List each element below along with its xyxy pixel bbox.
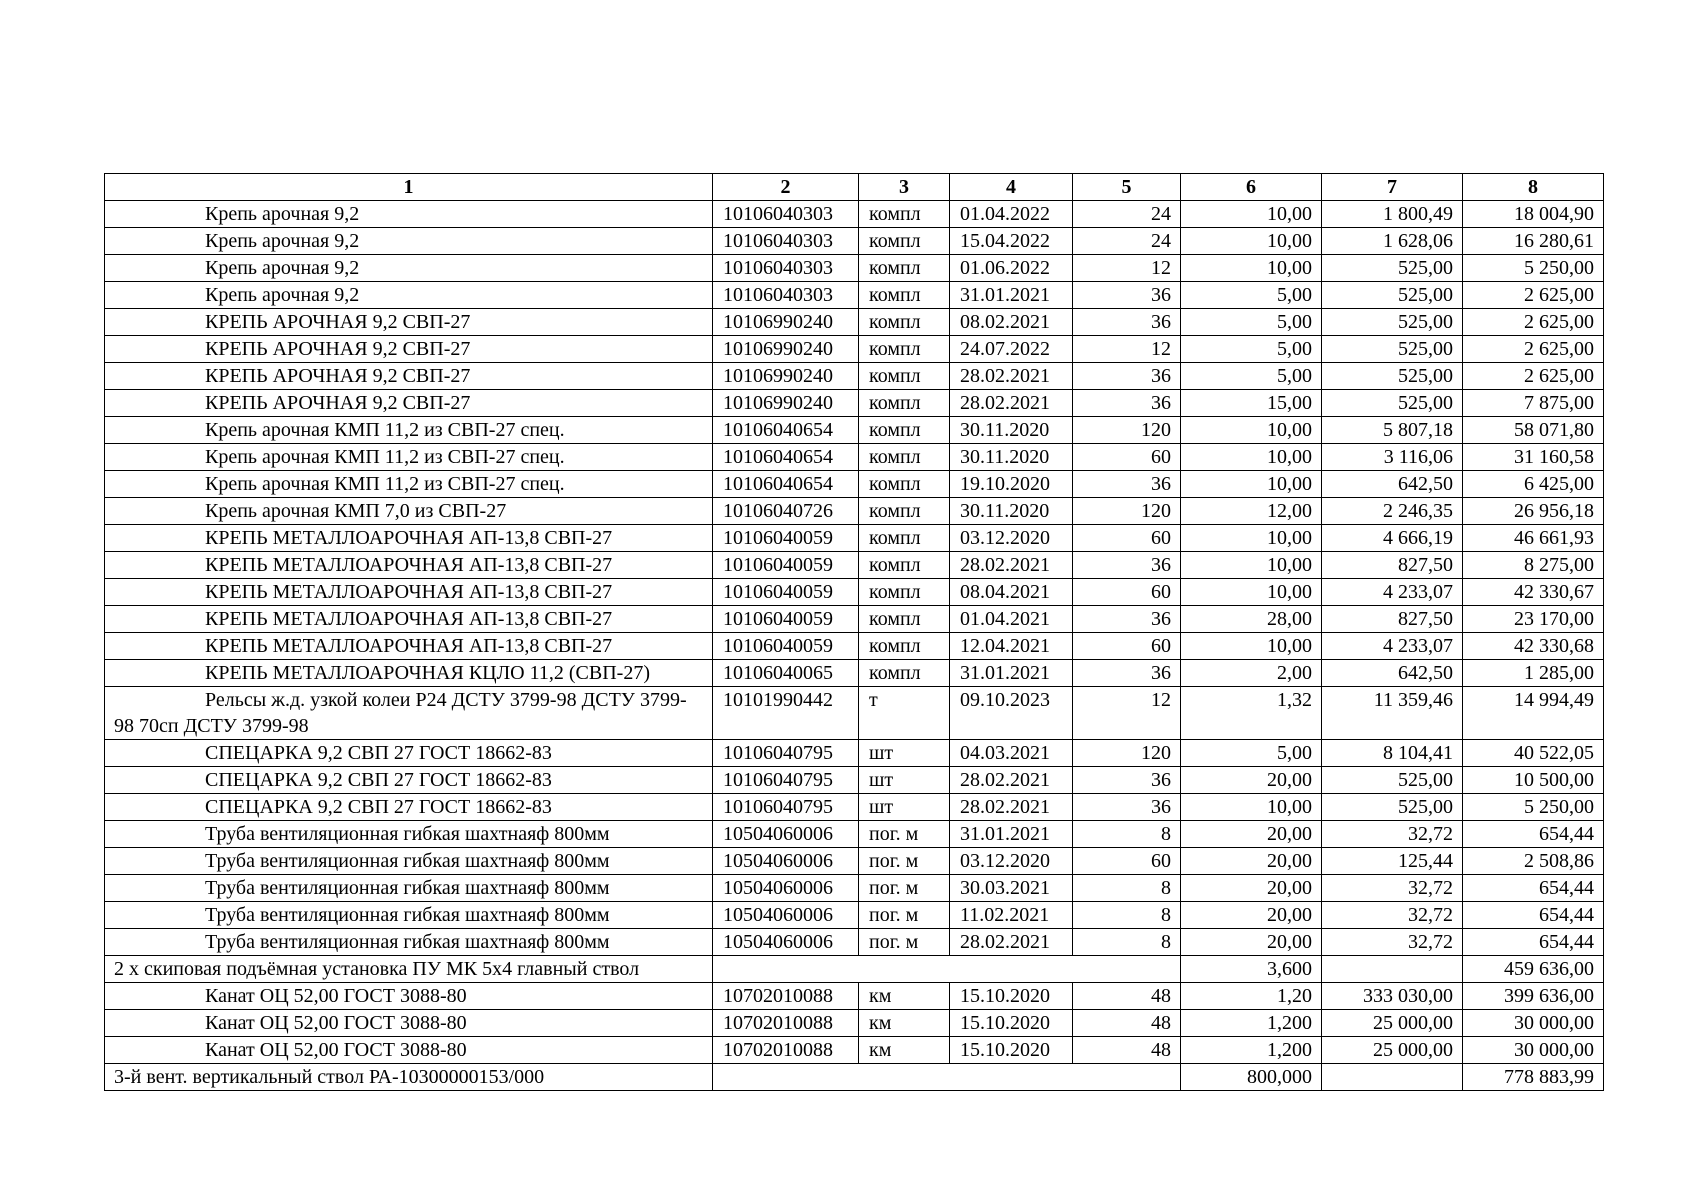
unit-cell: компл	[859, 498, 950, 525]
item-name-cell: КРЕПЬ МЕТАЛЛОАРОЧНАЯ КЦЛО 11,2 (СВП-27)	[105, 660, 713, 687]
item-code-cell: 10106040059	[713, 633, 859, 660]
item-name-cell: СПЕЦАРКА 9,2 СВП 27 ГОСТ 18662-83	[105, 767, 713, 794]
unit-cell: компл	[859, 201, 950, 228]
unit-cell: пог. м	[859, 902, 950, 929]
price-cell: 525,00	[1322, 794, 1463, 821]
item-name-cell: КРЕПЬ МЕТАЛЛОАРОЧНАЯ АП-13,8 СВП-27	[105, 525, 713, 552]
term-cell: 36	[1073, 767, 1181, 794]
item-name-cell: Канат ОЦ 52,00 ГОСТ 3088-80	[105, 983, 713, 1010]
item-code-cell: 10106040059	[713, 525, 859, 552]
item-name-cell: КРЕПЬ МЕТАЛЛОАРОЧНАЯ АП-13,8 СВП-27	[105, 606, 713, 633]
item-code-cell: 10106990240	[713, 309, 859, 336]
item-name-cell: Канат ОЦ 52,00 ГОСТ 3088-80	[105, 1010, 713, 1037]
item-code-cell: 10504060006	[713, 848, 859, 875]
term-cell: 48	[1073, 1037, 1181, 1064]
amount-cell: 10 500,00	[1463, 767, 1604, 794]
amount-cell: 26 956,18	[1463, 498, 1604, 525]
term-cell: 24	[1073, 228, 1181, 255]
column-header-8: 8	[1463, 174, 1604, 201]
date-cell: 30.11.2020	[950, 444, 1073, 471]
quantity-cell: 10,00	[1181, 633, 1322, 660]
item-code-cell: 10106040303	[713, 255, 859, 282]
item-code-cell: 10702010088	[713, 1037, 859, 1064]
amount-cell: 2 625,00	[1463, 336, 1604, 363]
item-name-cell: Труба вентиляционная гибкая шахтнаяф 800мм	[105, 821, 713, 848]
amount-cell: 8 275,00	[1463, 552, 1604, 579]
table-row	[105, 875, 1604, 902]
item-name-cell: КРЕПЬ АРОЧНАЯ 9,2 СВП-27	[105, 336, 713, 363]
item-name-cell: Труба вентиляционная гибкая шахтнаяф 800мм	[105, 848, 713, 875]
table-row	[105, 1010, 1604, 1037]
unit-cell: км	[859, 983, 950, 1010]
quantity-cell: 10,00	[1181, 794, 1322, 821]
quantity-cell: 10,00	[1181, 255, 1322, 282]
price-cell: 525,00	[1322, 309, 1463, 336]
term-cell: 12	[1073, 336, 1181, 363]
unit-cell: компл	[859, 336, 950, 363]
item-name-cell: Крепь арочная КМП 7,0 из СВП-27	[105, 498, 713, 525]
amount-cell: 1 285,00	[1463, 660, 1604, 687]
date-cell: 12.04.2021	[950, 633, 1073, 660]
price-cell: 525,00	[1322, 282, 1463, 309]
date-cell: 15.10.2020	[950, 983, 1073, 1010]
item-code-cell: 10702010088	[713, 1010, 859, 1037]
column-header-6: 6	[1181, 174, 1322, 201]
quantity-cell: 1,200	[1181, 1037, 1322, 1064]
amount-cell: 2 625,00	[1463, 309, 1604, 336]
quantity-cell: 20,00	[1181, 875, 1322, 902]
unit-cell: компл	[859, 633, 950, 660]
price-cell: 525,00	[1322, 336, 1463, 363]
item-name-cell: Крепь арочная КМП 11,2 из СВП-27 спец.	[105, 444, 713, 471]
item-name-cell: Крепь арочная КМП 11,2 из СВП-27 спец.	[105, 417, 713, 444]
item-name-cell: СПЕЦАРКА 9,2 СВП 27 ГОСТ 18662-83	[105, 740, 713, 767]
price-cell: 1 800,49	[1322, 201, 1463, 228]
column-header-7: 7	[1322, 174, 1463, 201]
date-cell: 11.02.2021	[950, 902, 1073, 929]
term-cell: 36	[1073, 363, 1181, 390]
column-header-2: 2	[713, 174, 859, 201]
quantity-cell: 5,00	[1181, 282, 1322, 309]
table-row	[105, 848, 1604, 875]
unit-cell: компл	[859, 579, 950, 606]
price-cell: 25 000,00	[1322, 1037, 1463, 1064]
quantity-cell: 10,00	[1181, 552, 1322, 579]
term-cell: 36	[1073, 606, 1181, 633]
term-cell: 12	[1073, 687, 1181, 740]
table-row	[105, 606, 1604, 633]
amount-cell: 654,44	[1463, 929, 1604, 956]
term-cell: 120	[1073, 498, 1181, 525]
column-header-4: 4	[950, 174, 1073, 201]
unit-cell: км	[859, 1037, 950, 1064]
term-cell: 36	[1073, 282, 1181, 309]
price-cell: 25 000,00	[1322, 1010, 1463, 1037]
term-cell: 24	[1073, 201, 1181, 228]
date-cell: 30.11.2020	[950, 498, 1073, 525]
quantity-cell: 1,200	[1181, 1010, 1322, 1037]
amount-cell: 42 330,67	[1463, 579, 1604, 606]
item-code-cell: 10106990240	[713, 336, 859, 363]
item-name-cell: Крепь арочная 9,2	[105, 255, 713, 282]
term-cell: 8	[1073, 821, 1181, 848]
term-cell: 120	[1073, 417, 1181, 444]
term-cell: 48	[1073, 1010, 1181, 1037]
table-row	[105, 309, 1604, 336]
item-name-cell: КРЕПЬ АРОЧНАЯ 9,2 СВП-27	[105, 309, 713, 336]
unit-cell: компл	[859, 363, 950, 390]
unit-cell: пог. м	[859, 875, 950, 902]
item-code-cell: 10101990442	[713, 687, 859, 740]
quantity-cell: 15,00	[1181, 390, 1322, 417]
date-cell: 01.06.2022	[950, 255, 1073, 282]
item-code-cell: 10106040303	[713, 201, 859, 228]
quantity-cell: 20,00	[1181, 929, 1322, 956]
amount-cell: 14 994,49	[1463, 687, 1604, 740]
table-row	[105, 255, 1604, 282]
amount-cell: 30 000,00	[1463, 1037, 1604, 1064]
item-name-cell: Труба вентиляционная гибкая шахтнаяф 800мм	[105, 875, 713, 902]
date-cell: 24.07.2022	[950, 336, 1073, 363]
term-cell: 36	[1073, 794, 1181, 821]
item-code-cell: 10702010088	[713, 983, 859, 1010]
quantity-cell: 1,32	[1181, 687, 1322, 740]
unit-cell: пог. м	[859, 929, 950, 956]
term-cell: 60	[1073, 579, 1181, 606]
date-cell: 08.04.2021	[950, 579, 1073, 606]
item-code-cell: 10106990240	[713, 363, 859, 390]
date-cell: 01.04.2021	[950, 606, 1073, 633]
date-cell: 31.01.2021	[950, 660, 1073, 687]
term-cell: 60	[1073, 633, 1181, 660]
table-row	[105, 471, 1604, 498]
group-name-cell: 3-й вент. вертикальный ствол РА-10300000153/000	[105, 1064, 713, 1091]
quantity-cell: 800,000	[1181, 1064, 1322, 1091]
price-cell: 642,50	[1322, 471, 1463, 498]
unit-cell: компл	[859, 417, 950, 444]
amount-cell: 2 625,00	[1463, 282, 1604, 309]
term-cell: 36	[1073, 390, 1181, 417]
price-cell: 827,50	[1322, 606, 1463, 633]
price-cell: 11 359,46	[1322, 687, 1463, 740]
item-name-cell: Крепь арочная 9,2	[105, 282, 713, 309]
date-cell: 31.01.2021	[950, 282, 1073, 309]
table-header	[105, 174, 1604, 201]
date-cell: 15.04.2022	[950, 228, 1073, 255]
unit-cell: компл	[859, 309, 950, 336]
unit-cell: т	[859, 687, 950, 740]
unit-cell: км	[859, 1010, 950, 1037]
amount-cell: 40 522,05	[1463, 740, 1604, 767]
item-code-cell: 10106040654	[713, 471, 859, 498]
date-cell: 28.02.2021	[950, 929, 1073, 956]
unit-cell: компл	[859, 525, 950, 552]
item-code-cell: 10106040795	[713, 740, 859, 767]
table-row	[105, 929, 1604, 956]
table-row	[105, 1037, 1604, 1064]
empty-cell	[713, 956, 1181, 983]
item-code-cell: 10106040726	[713, 498, 859, 525]
quantity-cell: 10,00	[1181, 444, 1322, 471]
item-code-cell: 10106040059	[713, 606, 859, 633]
quantity-cell: 1,20	[1181, 983, 1322, 1010]
table-row	[105, 902, 1604, 929]
table-row	[105, 660, 1604, 687]
item-name-cell: Крепь арочная КМП 11,2 из СВП-27 спец.	[105, 471, 713, 498]
quantity-cell: 3,600	[1181, 956, 1322, 983]
inventory-table	[104, 173, 1604, 1091]
date-cell: 28.02.2021	[950, 363, 1073, 390]
quantity-cell: 10,00	[1181, 417, 1322, 444]
item-code-cell: 10106990240	[713, 390, 859, 417]
amount-cell: 31 160,58	[1463, 444, 1604, 471]
table-row	[105, 498, 1604, 525]
column-header-3: 3	[859, 174, 950, 201]
quantity-cell: 20,00	[1181, 902, 1322, 929]
amount-cell: 58 071,80	[1463, 417, 1604, 444]
group-row	[105, 956, 1604, 983]
table-row	[105, 794, 1604, 821]
item-name-cell: Крепь арочная 9,2	[105, 228, 713, 255]
amount-cell: 778 883,99	[1463, 1064, 1604, 1091]
term-cell: 12	[1073, 255, 1181, 282]
price-cell: 32,72	[1322, 929, 1463, 956]
item-code-cell: 10106040059	[713, 579, 859, 606]
price-cell: 4 666,19	[1322, 525, 1463, 552]
quantity-cell: 10,00	[1181, 228, 1322, 255]
quantity-cell: 5,00	[1181, 740, 1322, 767]
item-name-cell: Труба вентиляционная гибкая шахтнаяф 800мм	[105, 929, 713, 956]
table-row	[105, 552, 1604, 579]
quantity-cell: 2,00	[1181, 660, 1322, 687]
amount-cell: 5 250,00	[1463, 255, 1604, 282]
table-row	[105, 740, 1604, 767]
unit-cell: компл	[859, 444, 950, 471]
price-cell	[1322, 1064, 1463, 1091]
amount-cell: 6 425,00	[1463, 471, 1604, 498]
date-cell: 31.01.2021	[950, 821, 1073, 848]
unit-cell: шт	[859, 767, 950, 794]
table-row	[105, 767, 1604, 794]
price-cell: 3 116,06	[1322, 444, 1463, 471]
price-cell: 32,72	[1322, 902, 1463, 929]
date-cell: 04.03.2021	[950, 740, 1073, 767]
amount-cell: 654,44	[1463, 902, 1604, 929]
amount-cell: 18 004,90	[1463, 201, 1604, 228]
unit-cell: компл	[859, 471, 950, 498]
item-name-cell: Крепь арочная 9,2	[105, 201, 713, 228]
date-cell: 15.10.2020	[950, 1037, 1073, 1064]
amount-cell: 7 875,00	[1463, 390, 1604, 417]
item-code-cell: 10106040654	[713, 444, 859, 471]
price-cell	[1322, 956, 1463, 983]
quantity-cell: 20,00	[1181, 767, 1322, 794]
price-cell: 8 104,41	[1322, 740, 1463, 767]
term-cell: 8	[1073, 875, 1181, 902]
amount-cell: 654,44	[1463, 821, 1604, 848]
item-code-cell: 10106040303	[713, 282, 859, 309]
column-header-1: 1	[105, 174, 713, 201]
term-cell: 48	[1073, 983, 1181, 1010]
term-cell: 36	[1073, 471, 1181, 498]
table-row	[105, 579, 1604, 606]
term-cell: 60	[1073, 444, 1181, 471]
date-cell: 19.10.2020	[950, 471, 1073, 498]
item-name-cell: Канат ОЦ 52,00 ГОСТ 3088-80	[105, 1037, 713, 1064]
price-cell: 525,00	[1322, 390, 1463, 417]
price-cell: 32,72	[1322, 821, 1463, 848]
unit-cell: пог. м	[859, 821, 950, 848]
price-cell: 4 233,07	[1322, 633, 1463, 660]
item-code-cell: 10106040059	[713, 552, 859, 579]
item-name-cell: КРЕПЬ АРОЧНАЯ 9,2 СВП-27	[105, 390, 713, 417]
price-cell: 827,50	[1322, 552, 1463, 579]
date-cell: 28.02.2021	[950, 390, 1073, 417]
unit-cell: компл	[859, 606, 950, 633]
date-cell: 15.10.2020	[950, 1010, 1073, 1037]
table-row	[105, 201, 1604, 228]
price-cell: 2 246,35	[1322, 498, 1463, 525]
item-code-cell: 10106040065	[713, 660, 859, 687]
empty-cell	[713, 1064, 1181, 1091]
amount-cell: 42 330,68	[1463, 633, 1604, 660]
unit-cell: компл	[859, 282, 950, 309]
quantity-cell: 5,00	[1181, 363, 1322, 390]
amount-cell: 16 280,61	[1463, 228, 1604, 255]
quantity-cell: 10,00	[1181, 525, 1322, 552]
term-cell: 60	[1073, 848, 1181, 875]
table-row	[105, 983, 1604, 1010]
item-code-cell: 10106040654	[713, 417, 859, 444]
date-cell: 08.02.2021	[950, 309, 1073, 336]
date-cell: 01.04.2022	[950, 201, 1073, 228]
term-cell: 120	[1073, 740, 1181, 767]
term-cell: 60	[1073, 525, 1181, 552]
price-cell: 525,00	[1322, 767, 1463, 794]
table-row	[105, 336, 1604, 363]
unit-cell: шт	[859, 740, 950, 767]
term-cell: 36	[1073, 660, 1181, 687]
quantity-cell: 20,00	[1181, 821, 1322, 848]
price-cell: 333 030,00	[1322, 983, 1463, 1010]
amount-cell: 5 250,00	[1463, 794, 1604, 821]
item-name-cell: КРЕПЬ МЕТАЛЛОАРОЧНАЯ АП-13,8 СВП-27	[105, 552, 713, 579]
quantity-cell: 5,00	[1181, 336, 1322, 363]
date-cell: 03.12.2020	[950, 848, 1073, 875]
item-code-cell: 10106040795	[713, 794, 859, 821]
item-code-cell: 10106040303	[713, 228, 859, 255]
amount-cell: 46 661,93	[1463, 525, 1604, 552]
table-row	[105, 633, 1604, 660]
price-cell: 5 807,18	[1322, 417, 1463, 444]
date-cell: 30.03.2021	[950, 875, 1073, 902]
item-code-cell: 10504060006	[713, 902, 859, 929]
date-cell: 30.11.2020	[950, 417, 1073, 444]
column-header-5: 5	[1073, 174, 1181, 201]
item-name-cell: СПЕЦАРКА 9,2 СВП 27 ГОСТ 18662-83	[105, 794, 713, 821]
price-cell: 32,72	[1322, 875, 1463, 902]
unit-cell: компл	[859, 228, 950, 255]
table-row	[105, 282, 1604, 309]
term-cell: 8	[1073, 902, 1181, 929]
amount-cell: 399 636,00	[1463, 983, 1604, 1010]
quantity-cell: 28,00	[1181, 606, 1322, 633]
amount-cell: 459 636,00	[1463, 956, 1604, 983]
quantity-cell: 12,00	[1181, 498, 1322, 525]
unit-cell: компл	[859, 255, 950, 282]
table-row	[105, 417, 1604, 444]
price-cell: 1 628,06	[1322, 228, 1463, 255]
table-body	[105, 201, 1604, 1091]
table-row	[105, 821, 1604, 848]
unit-cell: пог. м	[859, 848, 950, 875]
amount-cell: 2 508,86	[1463, 848, 1604, 875]
item-name-cell: КРЕПЬ МЕТАЛЛОАРОЧНАЯ АП-13,8 СВП-27	[105, 579, 713, 606]
table-row	[105, 525, 1604, 552]
price-cell: 525,00	[1322, 255, 1463, 282]
date-cell: 28.02.2021	[950, 552, 1073, 579]
item-code-cell: 10504060006	[713, 875, 859, 902]
price-cell: 525,00	[1322, 363, 1463, 390]
term-cell: 36	[1073, 552, 1181, 579]
item-name-cell: Труба вентиляционная гибкая шахтнаяф 800мм	[105, 902, 713, 929]
amount-cell: 30 000,00	[1463, 1010, 1604, 1037]
quantity-cell: 10,00	[1181, 471, 1322, 498]
date-cell: 09.10.2023	[950, 687, 1073, 740]
term-cell: 36	[1073, 309, 1181, 336]
unit-cell: компл	[859, 660, 950, 687]
amount-cell: 654,44	[1463, 875, 1604, 902]
group-name-cell: 2 х скиповая подъёмная установка ПУ МК 5х4 главный ствол	[105, 956, 713, 983]
table-row	[105, 228, 1604, 255]
group-row	[105, 1064, 1604, 1091]
table-row	[105, 363, 1604, 390]
table-row	[105, 687, 1604, 740]
unit-cell: компл	[859, 552, 950, 579]
amount-cell: 2 625,00	[1463, 363, 1604, 390]
amount-cell: 23 170,00	[1463, 606, 1604, 633]
quantity-cell: 10,00	[1181, 201, 1322, 228]
quantity-cell: 10,00	[1181, 579, 1322, 606]
date-cell: 28.02.2021	[950, 767, 1073, 794]
price-cell: 4 233,07	[1322, 579, 1463, 606]
item-code-cell: 10504060006	[713, 929, 859, 956]
quantity-cell: 20,00	[1181, 848, 1322, 875]
header-row	[105, 174, 1604, 201]
term-cell: 8	[1073, 929, 1181, 956]
item-name-cell: КРЕПЬ МЕТАЛЛОАРОЧНАЯ АП-13,8 СВП-27	[105, 633, 713, 660]
unit-cell: шт	[859, 794, 950, 821]
table-row	[105, 390, 1604, 417]
item-code-cell: 10106040795	[713, 767, 859, 794]
date-cell: 28.02.2021	[950, 794, 1073, 821]
unit-cell: компл	[859, 390, 950, 417]
date-cell: 03.12.2020	[950, 525, 1073, 552]
price-cell: 642,50	[1322, 660, 1463, 687]
item-name-cell: Рельсы ж.д. узкой колеи Р24 ДСТУ 3799-98 ДСТУ 3799-98 70сп ДСТУ 3799-98	[105, 687, 713, 740]
price-cell: 125,44	[1322, 848, 1463, 875]
table-row	[105, 444, 1604, 471]
quantity-cell: 5,00	[1181, 309, 1322, 336]
item-code-cell: 10504060006	[713, 821, 859, 848]
item-name-cell: КРЕПЬ АРОЧНАЯ 9,2 СВП-27	[105, 363, 713, 390]
